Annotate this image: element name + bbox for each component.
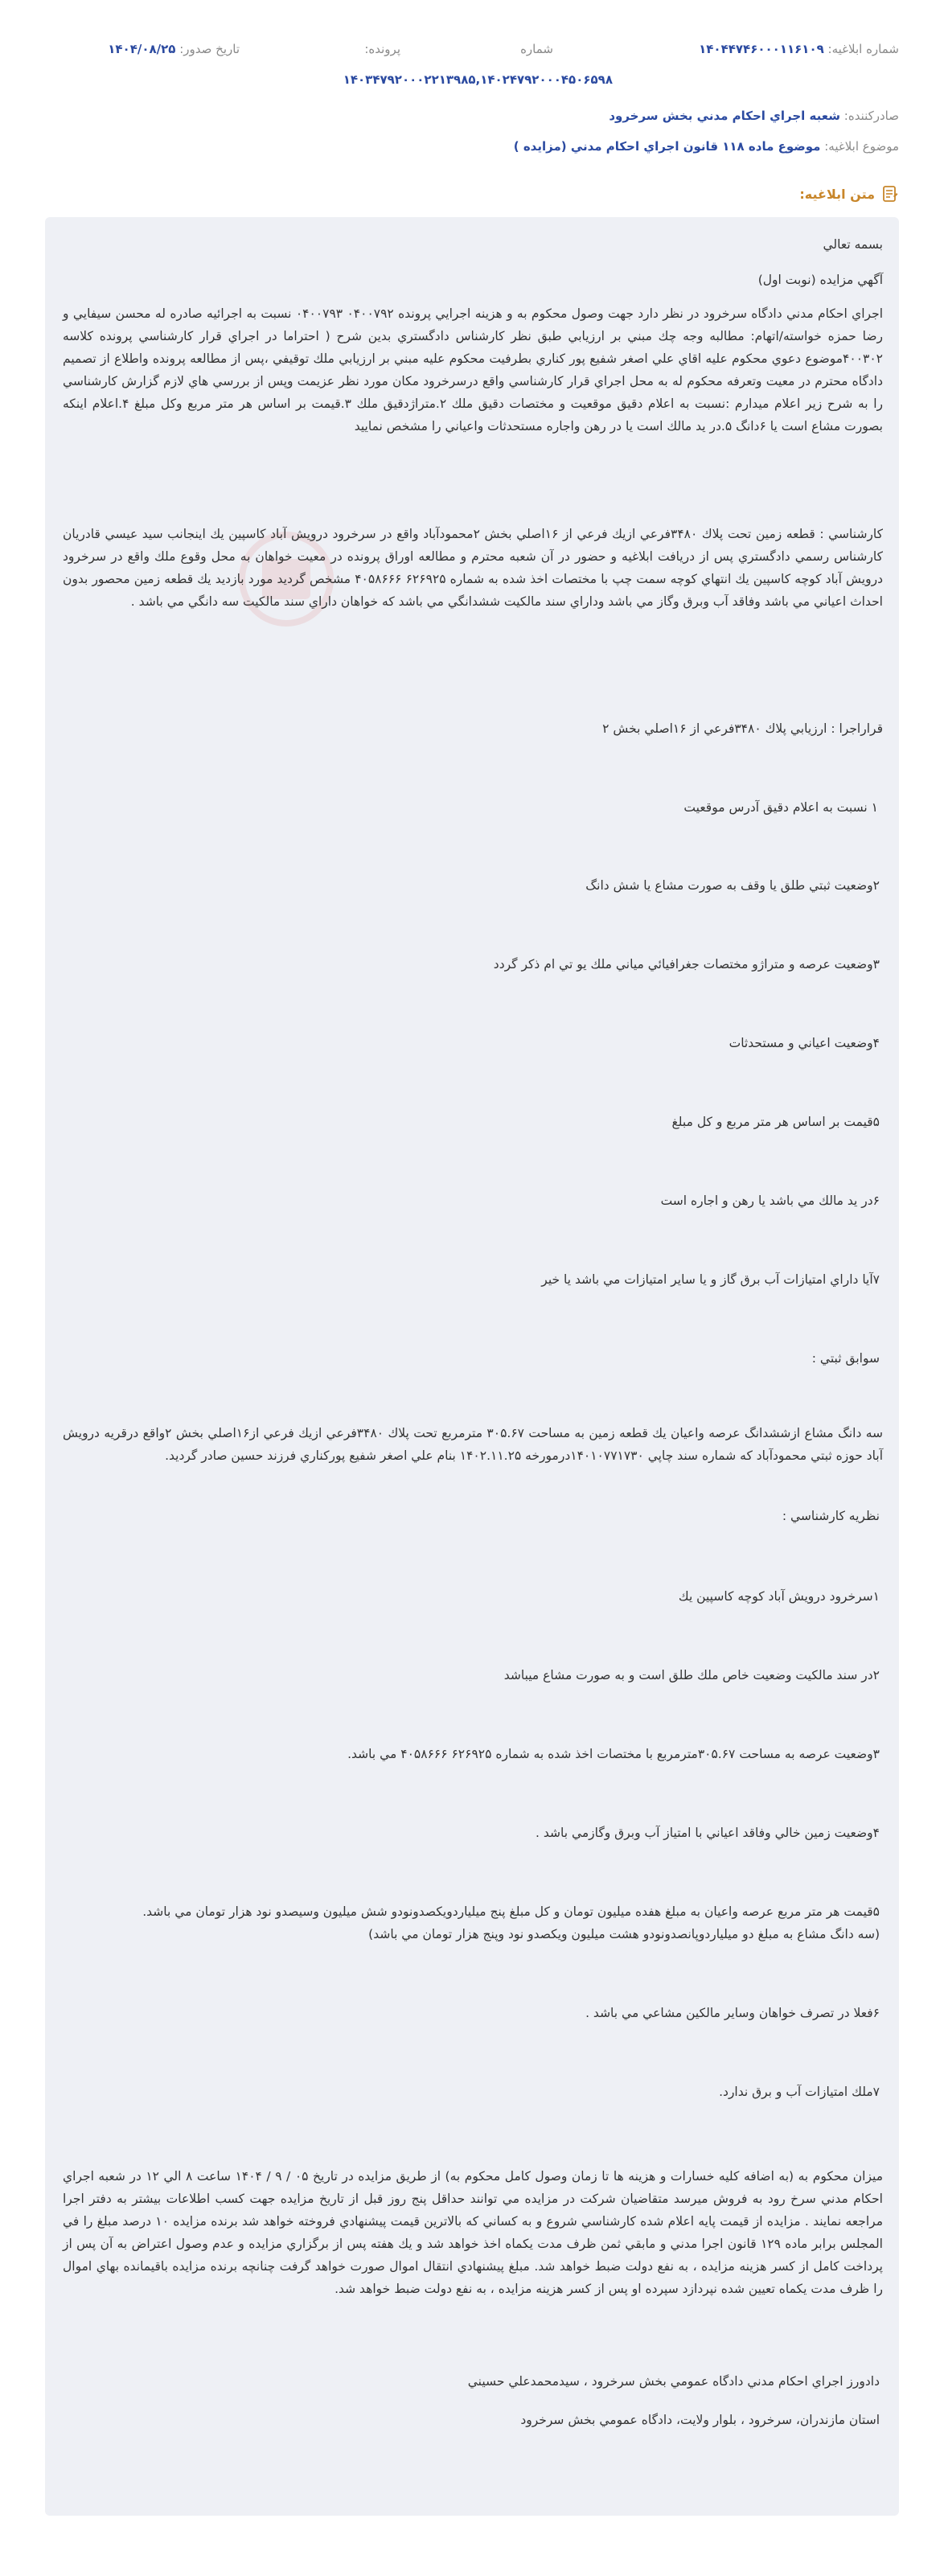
order-heading: قراراجرا : ارزيابي پلاك ۳۴۸۰فرعي از ۱۶اصلي بخش ۲: [602, 721, 883, 736]
order-item-5: ۵قيمت بر اساس هر متر مربع و كل مبلغ: [671, 1115, 880, 1129]
registry-paragraph: سه دانگ مشاع ازششدانگ عرصه واعيان يك قطعه زمين به مساحت ۳۰۵.۶۷ مترمربع تحت پلاك ۳۴۸۰فرعي ازيك فرعي از۱۶اصلي بخش ۲واقع درقريه درويش آباد حوزه ثبتي محمودآباد كه شماره سند چاپي ۱۴۰۱۰۷۷۱۷۳۰درمورخه ۱۴۰۲.۱۱.۲۵ بنام علي اصغر شفيع پوركناري فرزند حسين صادر گرديد.: [63, 1426, 884, 1463]
order-item-4: ۴وضعيت اعياني و مستحدثات: [729, 1036, 880, 1050]
issuer-label: صادرکننده:: [843, 109, 899, 123]
opinion-item-7: ۷ملك امتيازات آب و برق ندارد.: [719, 2085, 880, 2099]
expertise-paragraph: كارشناسي : قطعه زمين تحت پلاك ۳۴۸۰فرعي ازيك فرعي از ۱۶اصلي بخش ۲محمودآباد واقع در سرخرود درويش آباد كاسپين يك اينجانب سيد عيسي قادريان كارشناس رسمي دادگستري پس از دريافت ابلاغيه و حضور در آن شعبه محترم و مطالعه اوراق پرونده در معيت خواهان به محل وقوع ملك واقع در سرخرود درويش آباد كوچه كاسپين يك انتهاي كوچه سمت چپ با مختصات اخذ شده به شماره ۶۲۶۹۲۵ ۴۰۵۸۶۶۶ مشخص گرديد مورد بازديد يك قطعه زمين محصور بدون احداث اعياني مي باشد وفاقد آب وبرق وگاز مي باشد وداراي سند مالكيت ششدانگي مي باشد كه خواهان داراي سند مالكيت سه دانگي مي باشد .: [63, 527, 884, 609]
notice-number-value: ۱۴۰۴۴۷۴۶۰۰۰۱۱۶۱۰۹: [699, 42, 824, 56]
notice-number: [699, 42, 899, 56]
ad-title: آگهي مزايده (نوبت اول): [757, 273, 883, 287]
subject-row: [45, 139, 899, 163]
document-icon: [881, 185, 899, 203]
issue-date: [108, 42, 240, 56]
number-field: [520, 42, 553, 56]
notice-text-title: متن ابلاغيه:: [799, 186, 875, 202]
opening-line: بسمه تعالي: [823, 237, 883, 252]
subject-label: موضوع ابلاغيه:: [824, 139, 899, 154]
auction-terms-paragraph: ميزان محكوم به (به اضافه كليه خسارات و هزينه ها تا زمان وصول كامل محكوم به) از طريق مزايده در تاريخ ۰۵ / ۹ / ۱۴۰۴ ساعت ۸ الي ۱۲ در شعبه اجراي احكام مدني سرخ رود به فروش ميرسد متقاضيان شركت در مزايده مي توانند حداقل پنج روز قبل از تاريخ مزايده جهت كسب اطلاعات بيشتر به دفتر اجرا مراجعه نمايند . مزايده از قيمت پايه اعلام شده كارشناسي شروع و به كساني كه بالاترين قيمت پيشنهادي فروخته خواهد شد برنده مزايده ۱۰ درصد مبلغ را في المجلس برابر ماده ۱۲۹ قانون اجرا مدني و مابقي ثمن ظرف مدت يكماه اخذ خواهد شد و يك هفته پس از برگزاري مزايده و عدم وصول اعتراض به آن پس از پرداخت كامل از كسر هزينه مزايده ، به نفع دولت ضبط خواهد شد. مبلغ پيشنهادي انتقال اموال صورت خواهد گرفت چنانچه برنده مزايده باقيمانده بهاي اموال را ظرف مدت يكماه تعيين شده نپردازد سپرده او پس از كسر هزينه مزايده ، به نفع دولت ضبط خواهد شد.: [63, 2169, 884, 2296]
opinion-item-4: ۴وضعيت زمين خالي وفاقد اعياني با امتياز آب وبرق وگازمي باشد .: [536, 1826, 880, 1840]
case-label: پرونده:: [364, 42, 400, 56]
order-item-3: ۳وضعيت عرصه و متراژو مختصات جغرافيائي مياني ملك يو تي ام ذكر گردد: [493, 957, 880, 972]
opinion-item-2: ۲در سند مالكيت وضعيت خاص ملك طلق است و به صورت مشاع ميباشد: [503, 1668, 880, 1682]
number-label: شماره: [520, 42, 553, 56]
opinion-item-5-share: (سه دانگ مشاع به مبلغ دو ميلياردوپانصدونودو هشت ميليون ويكصدو نود وپنج هزار تومان مي باشد): [368, 1927, 880, 1941]
court-address: استان مازندران، سرخرود ، بلوار ولايت، دادگاه عمومي بخش سرخرود: [520, 2413, 880, 2427]
notice-number-label: شماره ابلاغيه:: [827, 42, 899, 56]
intro-paragraph: اجراي احكام مدني دادگاه سرخرود در نظر دارد جهت وصول محكوم به و هزينه اجرايي پرونده ۰۴۰۰۷۹۲ ۰۴۰۰۷۹۳ نسبت به اجرائيه صادره له محسن سيفايي و رضا حمزه خواسته/اتهام: مطالبه وجه چك مبني بر ارزيابي طبق نظر كارشناس دادگستري بدين شرح ( احتراما در اجراي قرار كارشناسي پرونده كلاسه ۴۰۰۳۰۲موضوع دعوي محكوم عليه اقاي علي اصغر شفيع پور كناري بطرفيت محكوم عليه مبني بر ارزيابي ملك توقيفي ،پس از مطالعه پرونده واطلاع از تصميم دادگاه محترم در معيت وتعرفه محكوم له به محل اجراي قرار كارشناسي واقع درسرخرود مكان مورد نظر عزيمت وپس از بررسي هاي لازم گزارش كارشناسي را به شرح زير اعلام ميدارم :نسبت به اعلام دقيق موقعيت و مختصات دقيق ملك ۲.متراژدقيق ملك ۳.قيمت بر اساس هر متر مربع وكل مبلغ ۴.اعلام اينكه بصورت مشاع است يا ۶دانگ ۵.در يد مالك است يا در رهن واجاره مستحدثات واعياني را مشخص نماييد: [63, 306, 883, 433]
issuer-value: شعبه اجراي احكام مدني بخش سرخرود: [609, 109, 840, 123]
order-item-6: ۶در يد مالك مي باشد يا رهن و اجاره است: [660, 1194, 880, 1208]
opinion-item-1: ۱سرخرود درويش آباد كوچه كاسپين يك: [678, 1589, 880, 1604]
order-item-7: ۷آيا داراي امتيازات آب برق گاز و يا ساير امتيازات مي باشد يا خير: [541, 1272, 880, 1287]
order-item-1: ۱ نسبت به اعلام دقيق آدرس موقعيت: [683, 800, 878, 815]
registry-heading: سوابق ثبتي :: [811, 1351, 880, 1366]
issue-date-label: تاريخ صدور:: [179, 42, 240, 56]
opinion-heading: نظريه كارشناسي :: [782, 1509, 880, 1523]
opinion-item-5-price: ۵قيمت هر متر مربع عرصه واعيان به مبلغ هفده ميليون تومان و كل مبلغ پنج ميلياردويكصدونودو شش ميليون وسيصدو نود هزار تومان مي باشد.: [142, 1904, 880, 1919]
opinion-item-6: ۶فعلا در تصرف خواهان وساير مالكين مشاعي مي باشد .: [585, 2006, 880, 2020]
notice-text-heading: [799, 185, 899, 203]
opinion-item-3: ۳وضعيت عرصه به مساحت ۳۰۵.۶۷مترمربع با مختصات اخذ شده به شماره ۶۲۶۹۲۵ ۴۰۵۸۶۶۶ مي باشد.: [347, 1747, 880, 1761]
issue-date-value: ۱۴۰۴/۰۸/۲۵: [108, 42, 176, 56]
header-row-identifiers: [45, 42, 899, 66]
issuer-row: [45, 109, 899, 133]
notice-content-panel: [45, 217, 899, 2516]
case-value: ۱۴۰۳۴۷۹۲۰۰۰۲۲۱۳۹۸۵,۱۴۰۲۴۷۹۲۰۰۰۴۵۰۶۵۹۸: [343, 72, 613, 87]
signature-line: دادورز اجراي احكام مدني دادگاه عمومي بخش سرخرود ، سيدمحمدعلي حسيني: [467, 2374, 880, 2389]
subject-value: موضوع ماده ۱۱۸ قانون اجراي احكام مدني (مزايده ): [513, 139, 821, 154]
order-item-2: ۲وضعيت ثبتي طلق يا وقف به صورت مشاع يا شش دانگ: [585, 878, 880, 893]
case-field: [364, 42, 400, 56]
